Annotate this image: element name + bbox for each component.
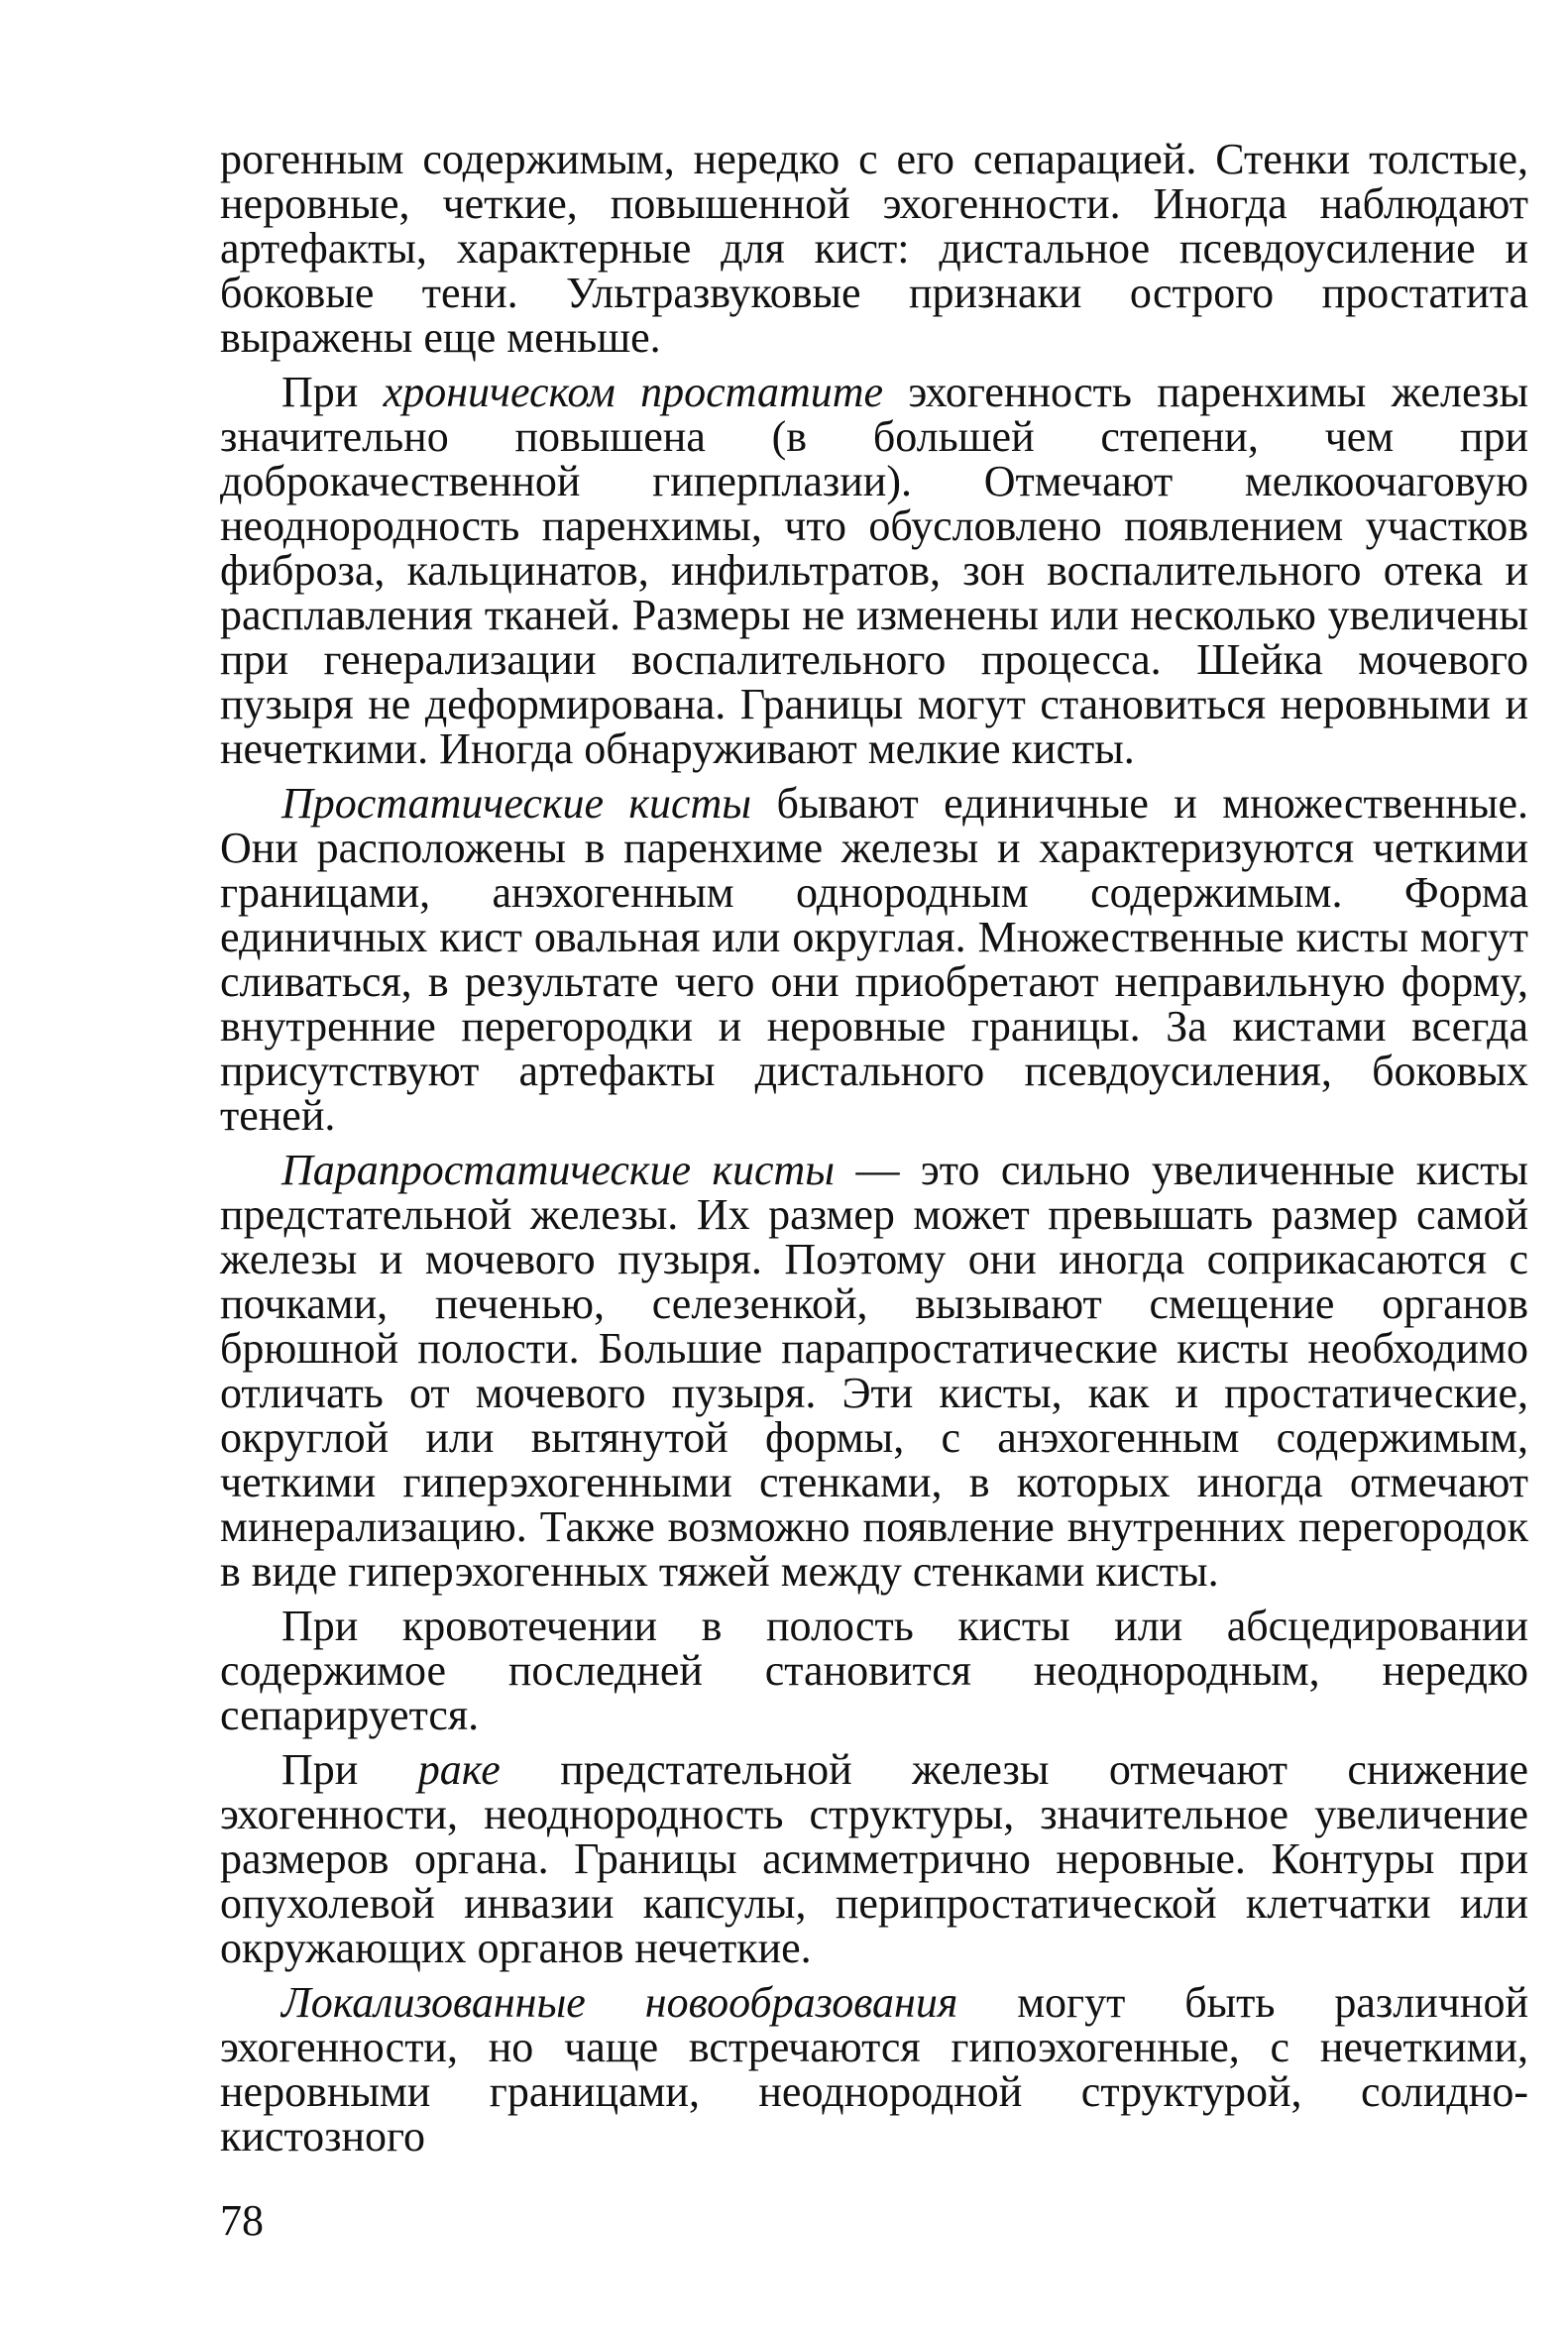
paragraph bbox=[220, 781, 1528, 1138]
italic-term: Локализованные новообразования bbox=[281, 1978, 958, 2027]
paragraph bbox=[220, 137, 1528, 360]
text-run: При кровотечении в полость кисты или абсцедировании содержимое последней становится неоднородным, нередко сепарируется. bbox=[220, 1602, 1528, 1739]
text-run: рогенным содержимым, нередко с его сепарацией. Стенки толстые, неровные, четкие, повышенной эхогенности. Иногда наблюдают артефакты, характерные для кист: дистальное псевдоусиление и боковые тени. Ультразвуковые признаки острого простатита выражены еще меньше. bbox=[220, 135, 1528, 362]
italic-term: раке bbox=[417, 1745, 501, 1794]
paragraph bbox=[220, 1148, 1528, 1594]
text-run: предстательной железы отмечают снижение эхогенности, неоднородность структуры, значительное увеличение размеров органа. Границы асимметрично неровные. Контуры при опухолевой инвазии капсулы, перипростатической клетчатки или окружающих органов нечеткие. bbox=[220, 1745, 1528, 1972]
text-run: бывают единичные и множественные. Они расположены в паренхиме железы и характеризуются четкими границами, анэхогенным однородным содержимым. Форма единичных кист овальная или округлая. Множественные кисты могут сливаться, в результате чего они приобретают неправильную форму, внутренние перегородки и неровные границы. За кистами всегда присутствуют артефакты дистального псевдоусиления, боковых теней. bbox=[220, 779, 1528, 1140]
paragraph bbox=[220, 1980, 1528, 2159]
text-run: — это сильно увеличенные кисты предстательной железы. Их размер может превышать размер самой железы и мочевого пузыря. Поэтому они иногда соприкасаются с почками, печенью, селезенкой, вызывают смещение органов брюшной полости. Большие парапростатические кисты необходимо отличать от мочевого пузыря. Эти кисты, как и простатические, округлой или вытянутой формы, с анэхогенным содержимым, четкими гиперэхогенными стенками, в которых иногда отмечают минерализацию. Также возможно появление внутренних перегородок в виде гиперэхогенных тяжей между стенками кисты. bbox=[220, 1146, 1528, 1596]
paragraph bbox=[220, 1604, 1528, 1737]
text-run: могут быть различной эхогенности, но чаще встречаются гипоэхогенные, с нечеткими, неровными границами, неоднородной структурой, солидно-кистозного bbox=[220, 1978, 1529, 2161]
text-run: При bbox=[281, 1745, 418, 1794]
italic-term: Простатические кисты bbox=[281, 779, 752, 828]
italic-term: Парапростатические кисты bbox=[281, 1146, 836, 1194]
italic-term: хроническом простатите bbox=[383, 368, 884, 416]
paragraph bbox=[220, 1747, 1528, 1970]
text-run: При bbox=[281, 368, 384, 416]
body-text bbox=[220, 137, 1528, 2159]
page-number: 78 bbox=[220, 2196, 264, 2245]
text-run: эхогенность паренхимы железы значительно повышена (в большей степени, чем при доброкачественной гиперплазии). Отмечают мелкоочаговую неоднородность паренхимы, что обусловлено появлением участков фиброза, кальцинатов, инфильтратов, зон воспалительного отека и расплавления тканей. Размеры не изменены или несколько увеличены при генерализации воспалительного процесса. Шейка мочевого пузыря не деформирована. Границы могут становиться неровными и нечеткими. Иногда обнаруживают мелкие кисты. bbox=[220, 368, 1529, 773]
paragraph bbox=[220, 370, 1528, 771]
